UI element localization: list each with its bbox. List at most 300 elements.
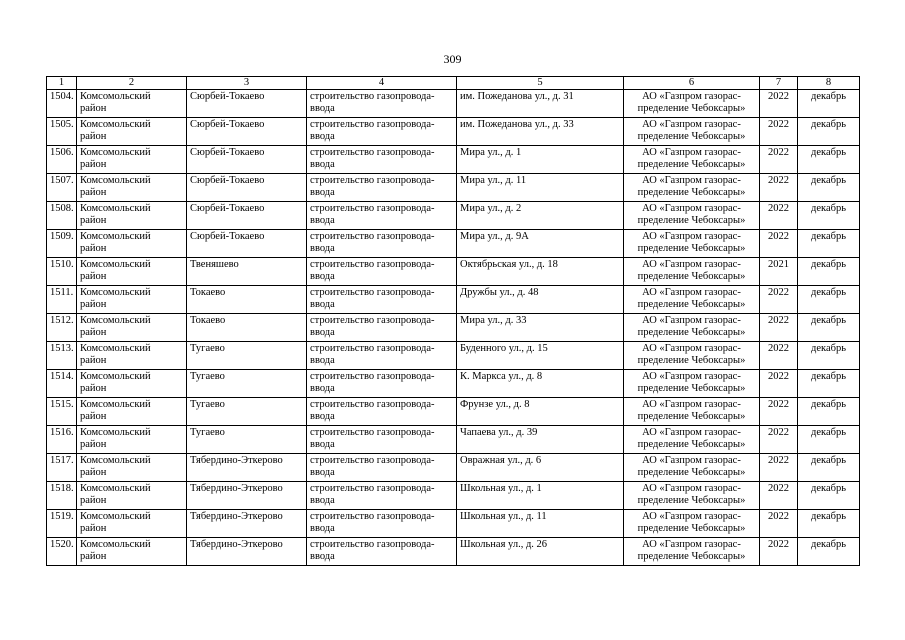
district-line: Комсомольский [80, 91, 151, 102]
address-text: Школьная ул., д. 1 [460, 483, 542, 494]
work-line: строительство газопровода- [310, 175, 435, 186]
row-number: 1510. [50, 259, 74, 270]
organization-cell [624, 174, 760, 202]
address-text: Октябрьская ул., д. 18 [460, 259, 558, 270]
village-name: Тугаево [190, 371, 225, 382]
district-line: Комсомольский [80, 343, 151, 354]
work-cell [307, 202, 457, 230]
district-line: район [80, 551, 107, 562]
organization-line: пределение Чебоксары» [637, 327, 746, 338]
year-value: 2022 [768, 315, 789, 326]
organization-line: пределение Чебоксары» [637, 523, 746, 534]
district-cell [77, 314, 187, 342]
work-line: ввода [310, 551, 335, 562]
year-cell [760, 258, 798, 286]
district-cell [77, 538, 187, 566]
work-line: строительство газопровода- [310, 203, 435, 214]
work-line: строительство газопровода- [310, 231, 435, 242]
work-line: ввода [310, 271, 335, 282]
work-line: строительство газопровода- [310, 259, 435, 270]
month-cell [798, 398, 860, 426]
month-value: декабрь [811, 427, 846, 438]
row-number: 1520. [50, 539, 74, 550]
village-name: Тугаево [190, 427, 225, 438]
village-cell [187, 258, 307, 286]
address-cell [457, 454, 624, 482]
column-header: 2 [77, 77, 187, 90]
work-line: ввода [310, 439, 335, 450]
organization-cell [624, 146, 760, 174]
district-line: район [80, 299, 107, 310]
village-name: Сюрбей-Токаево [190, 91, 265, 102]
district-cell [77, 202, 187, 230]
organization-line: АО «Газпром газорас- [642, 119, 741, 130]
year-cell [760, 286, 798, 314]
address-cell [457, 342, 624, 370]
month-value: декабрь [811, 315, 846, 326]
organization-line: пределение Чебоксары» [637, 243, 746, 254]
address-cell [457, 426, 624, 454]
work-line: строительство газопровода- [310, 119, 435, 130]
district-cell [77, 342, 187, 370]
work-line: ввода [310, 243, 335, 254]
row-number-cell [47, 398, 77, 426]
table-row [47, 342, 860, 370]
month-cell [798, 286, 860, 314]
work-line: строительство газопровода- [310, 511, 435, 522]
address-text: Чапаева ул., д. 39 [460, 427, 538, 438]
village-cell [187, 314, 307, 342]
organization-line: АО «Газпром газорас- [642, 539, 741, 550]
row-number: 1508. [50, 203, 74, 214]
month-cell [798, 510, 860, 538]
village-name: Тугаево [190, 343, 225, 354]
address-text: Мира ул., д. 33 [460, 315, 527, 326]
address-text: К. Маркса ул., д. 8 [460, 371, 543, 382]
row-number-cell [47, 202, 77, 230]
row-number-cell [47, 342, 77, 370]
work-cell [307, 538, 457, 566]
month-cell [798, 118, 860, 146]
organization-line: пределение Чебоксары» [637, 355, 746, 366]
district-line: Комсомольский [80, 427, 151, 438]
work-cell [307, 342, 457, 370]
row-number: 1505. [50, 119, 74, 130]
month-cell [798, 174, 860, 202]
year-value: 2021 [768, 259, 789, 270]
year-value: 2022 [768, 427, 789, 438]
table-row [47, 90, 860, 118]
village-cell [187, 342, 307, 370]
village-name: Сюрбей-Токаево [190, 147, 265, 158]
table-row [47, 398, 860, 426]
column-header: 7 [760, 77, 798, 90]
village-cell [187, 90, 307, 118]
address-cell [457, 90, 624, 118]
work-cell [307, 454, 457, 482]
table-row [47, 426, 860, 454]
organization-line: пределение Чебоксары» [637, 467, 746, 478]
work-line: ввода [310, 187, 335, 198]
year-cell [760, 454, 798, 482]
table-row [47, 202, 860, 230]
organization-line: пределение Чебоксары» [637, 383, 746, 394]
organization-cell [624, 370, 760, 398]
organization-cell [624, 398, 760, 426]
district-cell [77, 426, 187, 454]
data-table [46, 76, 860, 566]
district-line: Комсомольский [80, 231, 151, 242]
month-value: декабрь [811, 539, 846, 550]
row-number-cell [47, 146, 77, 174]
table-row [47, 538, 860, 566]
organization-line: АО «Газпром газорас- [642, 399, 741, 410]
village-name: Тябердино-Эткерово [190, 483, 283, 494]
column-header: 8 [798, 77, 860, 90]
district-line: район [80, 383, 107, 394]
district-line: Комсомольский [80, 147, 151, 158]
address-cell [457, 118, 624, 146]
work-cell [307, 174, 457, 202]
year-value: 2022 [768, 371, 789, 382]
organization-cell [624, 454, 760, 482]
district-line: район [80, 243, 107, 254]
organization-line: пределение Чебоксары» [637, 215, 746, 226]
row-number: 1517. [50, 455, 74, 466]
district-line: район [80, 103, 107, 114]
month-value: декабрь [811, 175, 846, 186]
address-text: Фрунзе ул., д. 8 [460, 399, 530, 410]
year-value: 2022 [768, 343, 789, 354]
year-cell [760, 510, 798, 538]
district-line: Комсомольский [80, 203, 151, 214]
district-line: район [80, 271, 107, 282]
row-number: 1509. [50, 231, 74, 242]
month-cell [798, 314, 860, 342]
work-line: ввода [310, 159, 335, 170]
district-cell [77, 482, 187, 510]
month-cell [798, 426, 860, 454]
district-line: Комсомольский [80, 175, 151, 186]
district-line: район [80, 439, 107, 450]
month-value: декабрь [811, 259, 846, 270]
column-header: 1 [47, 77, 77, 90]
month-value: декабрь [811, 91, 846, 102]
work-line: строительство газопровода- [310, 91, 435, 102]
column-header: 3 [187, 77, 307, 90]
organization-line: АО «Газпром газорас- [642, 259, 741, 270]
village-cell [187, 118, 307, 146]
village-cell [187, 398, 307, 426]
month-cell [798, 342, 860, 370]
village-name: Сюрбей-Токаево [190, 203, 265, 214]
address-cell [457, 286, 624, 314]
year-cell [760, 90, 798, 118]
district-line: Комсомольский [80, 455, 151, 466]
village-name: Тугаево [190, 399, 225, 410]
row-number-cell [47, 426, 77, 454]
village-cell [187, 482, 307, 510]
village-name: Тябердино-Эткерово [190, 539, 283, 550]
page-number: 309 [443, 52, 462, 66]
address-cell [457, 510, 624, 538]
organization-cell [624, 510, 760, 538]
district-line: Комсомольский [80, 259, 151, 270]
year-cell [760, 118, 798, 146]
row-number-cell [47, 286, 77, 314]
village-cell [187, 454, 307, 482]
work-line: ввода [310, 495, 335, 506]
village-cell [187, 510, 307, 538]
organization-line: АО «Газпром газорас- [642, 287, 741, 298]
year-cell [760, 482, 798, 510]
address-text: Мира ул., д. 1 [460, 147, 522, 158]
address-text: Школьная ул., д. 26 [460, 539, 548, 550]
district-cell [77, 398, 187, 426]
address-cell [457, 314, 624, 342]
month-value: декабрь [811, 231, 846, 242]
row-number: 1519. [50, 511, 74, 522]
work-line: строительство газопровода- [310, 343, 435, 354]
district-line: район [80, 131, 107, 142]
header-row [47, 77, 860, 90]
month-value: декабрь [811, 483, 846, 494]
work-cell [307, 314, 457, 342]
organization-line: пределение Чебоксары» [637, 131, 746, 142]
village-cell [187, 538, 307, 566]
work-cell [307, 258, 457, 286]
row-number-cell [47, 510, 77, 538]
table-row [47, 510, 860, 538]
village-name: Сюрбей-Токаево [190, 231, 265, 242]
work-line: ввода [310, 299, 335, 310]
organization-line: пределение Чебоксары» [637, 103, 746, 114]
work-line: строительство газопровода- [310, 539, 435, 550]
organization-cell [624, 258, 760, 286]
address-text: Мира ул., д. 11 [460, 175, 527, 186]
address-text: им. Пожеданова ул., д. 33 [460, 119, 574, 130]
month-cell [798, 202, 860, 230]
village-name: Токаево [190, 287, 226, 298]
table-row [47, 230, 860, 258]
organization-line: АО «Газпром газорас- [642, 147, 741, 158]
work-cell [307, 90, 457, 118]
work-line: строительство газопровода- [310, 399, 435, 410]
address-cell [457, 202, 624, 230]
organization-cell [624, 90, 760, 118]
year-cell [760, 174, 798, 202]
organization-cell [624, 482, 760, 510]
row-number: 1514. [50, 371, 74, 382]
organization-line: АО «Газпром газорас- [642, 203, 741, 214]
work-line: строительство газопровода- [310, 427, 435, 438]
year-cell [760, 398, 798, 426]
organization-line: АО «Газпром газорас- [642, 91, 741, 102]
table-body [47, 90, 860, 566]
district-cell [77, 230, 187, 258]
village-name: Токаево [190, 315, 226, 326]
month-value: декабрь [811, 343, 846, 354]
work-line: строительство газопровода- [310, 147, 435, 158]
table-row [47, 370, 860, 398]
district-cell [77, 90, 187, 118]
work-line: строительство газопровода- [310, 371, 435, 382]
year-value: 2022 [768, 483, 789, 494]
village-cell [187, 370, 307, 398]
organization-line: АО «Газпром газорас- [642, 455, 741, 466]
work-line: строительство газопровода- [310, 483, 435, 494]
district-line: Комсомольский [80, 399, 151, 410]
work-line: ввода [310, 523, 335, 534]
column-header: 5 [457, 77, 624, 90]
organization-line: АО «Газпром газорас- [642, 343, 741, 354]
work-line: строительство газопровода- [310, 455, 435, 466]
table-row [47, 482, 860, 510]
organization-line: АО «Газпром газорас- [642, 427, 741, 438]
district-cell [77, 146, 187, 174]
month-cell [798, 230, 860, 258]
organization-line: пределение Чебоксары» [637, 159, 746, 170]
year-cell [760, 202, 798, 230]
address-text: им. Пожеданова ул., д. 31 [460, 91, 574, 102]
address-text: Мира ул., д. 9А [460, 231, 529, 242]
work-line: ввода [310, 327, 335, 338]
row-number: 1516. [50, 427, 74, 438]
row-number: 1512. [50, 315, 74, 326]
organization-cell [624, 426, 760, 454]
organization-line: пределение Чебоксары» [637, 495, 746, 506]
month-cell [798, 370, 860, 398]
address-cell [457, 146, 624, 174]
month-value: декабрь [811, 455, 846, 466]
year-value: 2022 [768, 511, 789, 522]
work-cell [307, 118, 457, 146]
village-cell [187, 426, 307, 454]
district-line: Комсомольский [80, 483, 151, 494]
year-value: 2022 [768, 539, 789, 550]
work-line: ввода [310, 383, 335, 394]
month-value: декабрь [811, 203, 846, 214]
organization-cell [624, 342, 760, 370]
work-cell [307, 398, 457, 426]
year-value: 2022 [768, 91, 789, 102]
year-value: 2022 [768, 399, 789, 410]
address-cell [457, 174, 624, 202]
work-line: ввода [310, 215, 335, 226]
district-cell [77, 510, 187, 538]
address-cell [457, 482, 624, 510]
row-number: 1513. [50, 343, 74, 354]
table-row [47, 146, 860, 174]
organization-line: АО «Газпром газорас- [642, 511, 741, 522]
organization-cell [624, 538, 760, 566]
month-cell [798, 538, 860, 566]
month-value: декабрь [811, 147, 846, 158]
table-row [47, 454, 860, 482]
address-cell [457, 398, 624, 426]
year-value: 2022 [768, 119, 789, 130]
organization-line: АО «Газпром газорас- [642, 175, 741, 186]
district-cell [77, 174, 187, 202]
district-cell [77, 370, 187, 398]
row-number: 1506. [50, 147, 74, 158]
district-cell [77, 118, 187, 146]
row-number-cell [47, 482, 77, 510]
month-value: декабрь [811, 399, 846, 410]
table-row [47, 258, 860, 286]
address-cell [457, 258, 624, 286]
row-number: 1507. [50, 175, 74, 186]
district-line: район [80, 495, 107, 506]
row-number: 1515. [50, 399, 74, 410]
organization-line: АО «Газпром газорас- [642, 371, 741, 382]
work-line: строительство газопровода- [310, 315, 435, 326]
month-value: декабрь [811, 119, 846, 130]
district-line: Комсомольский [80, 371, 151, 382]
district-line: район [80, 467, 107, 478]
work-cell [307, 146, 457, 174]
organization-cell [624, 314, 760, 342]
column-header: 4 [307, 77, 457, 90]
work-cell [307, 370, 457, 398]
work-cell [307, 426, 457, 454]
district-line: район [80, 327, 107, 338]
year-cell [760, 426, 798, 454]
work-line: ввода [310, 467, 335, 478]
work-cell [307, 510, 457, 538]
year-value: 2022 [768, 231, 789, 242]
village-cell [187, 146, 307, 174]
district-line: район [80, 159, 107, 170]
year-value: 2022 [768, 175, 789, 186]
year-value: 2022 [768, 287, 789, 298]
row-number: 1504. [50, 91, 74, 102]
month-value: декабрь [811, 371, 846, 382]
village-name: Тябердино-Эткерово [190, 455, 283, 466]
organization-cell [624, 202, 760, 230]
table-row [47, 286, 860, 314]
village-cell [187, 230, 307, 258]
row-number-cell [47, 90, 77, 118]
district-line: район [80, 523, 107, 534]
address-text: Школьная ул., д. 11 [460, 511, 547, 522]
address-cell [457, 230, 624, 258]
district-line: район [80, 411, 107, 422]
village-cell [187, 202, 307, 230]
district-line: Комсомольский [80, 539, 151, 550]
district-cell [77, 454, 187, 482]
work-cell [307, 482, 457, 510]
address-cell [457, 370, 624, 398]
row-number-cell [47, 118, 77, 146]
column-header: 6 [624, 77, 760, 90]
year-cell [760, 314, 798, 342]
work-cell [307, 286, 457, 314]
work-line: ввода [310, 131, 335, 142]
district-line: район [80, 215, 107, 226]
month-cell [798, 454, 860, 482]
month-value: декабрь [811, 511, 846, 522]
work-cell [307, 230, 457, 258]
work-line: ввода [310, 411, 335, 422]
table-row [47, 314, 860, 342]
organization-line: АО «Газпром газорас- [642, 315, 741, 326]
year-cell [760, 230, 798, 258]
work-line: ввода [310, 103, 335, 114]
village-cell [187, 286, 307, 314]
organization-cell [624, 118, 760, 146]
year-value: 2022 [768, 147, 789, 158]
